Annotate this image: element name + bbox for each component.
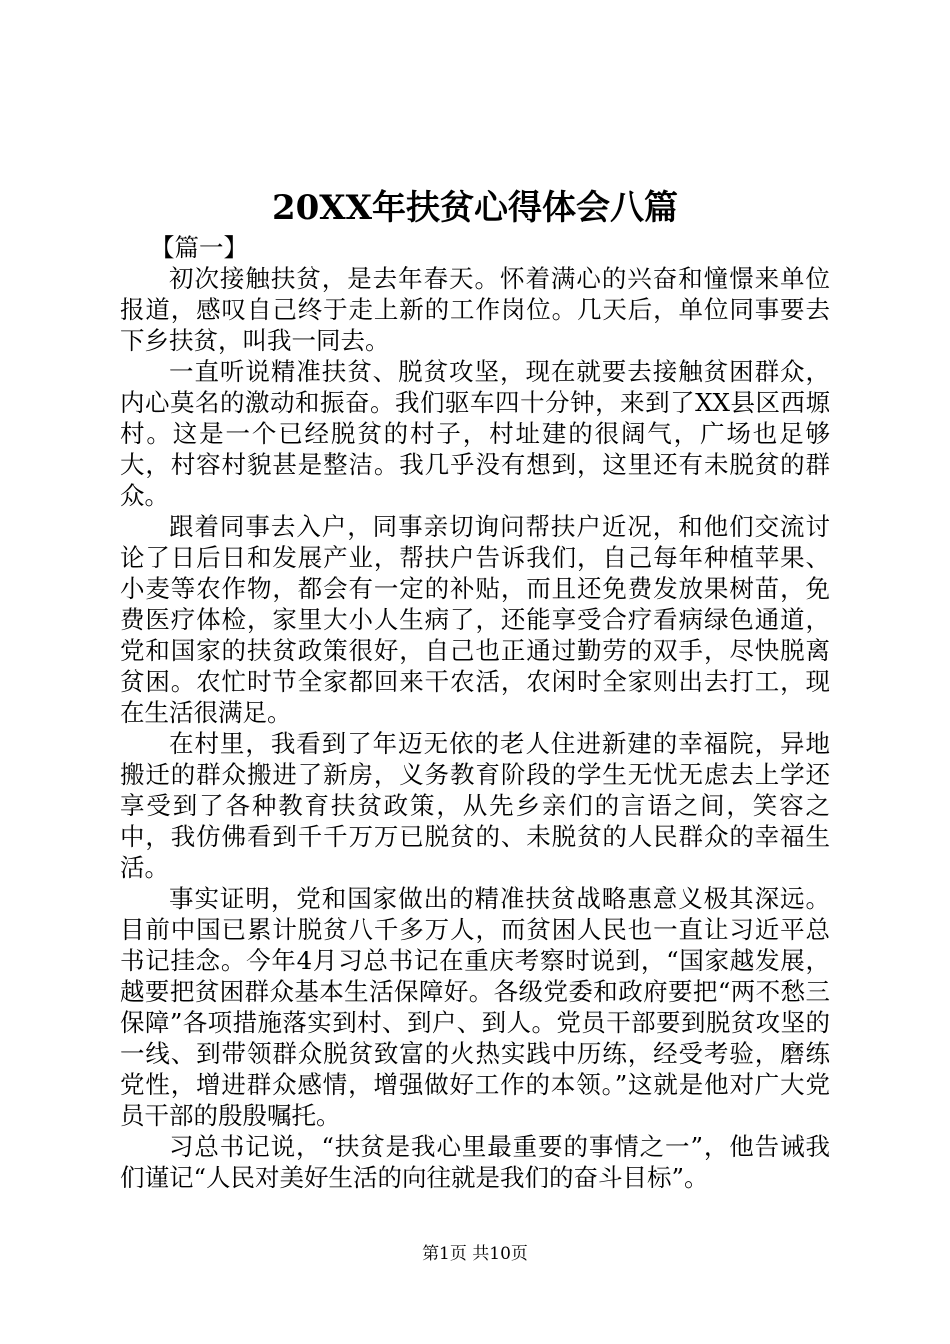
paragraph-3: 跟着同事去入户，同事亲切询问帮扶户近况，和他们交流讨论了日后日和发展产业，帮扶户告诉我们，自己每年种植苹果、小麦等农作物，都会有一定的补贴，而且还免费发放果树苗，免费医疗体检，家里大小人生病了，还能享受合疗看病绿色通道，党和国家的扶贫政策很好，自己也正通过勤劳的双手，尽快脱离贫困。农忙时节全家都回来干农活，农闲时全家则出去打工，现在生活很满足。 bbox=[120, 512, 830, 727]
paragraph-2: 一直听说精准扶贫、脱贫攻坚，现在就要去接触贫困群众，内心莫名的激动和振奋。我们驱车四十分钟，来到了XX县区西塬村。这是一个已经脱贫的村子，村址建的很阔气，广场也足够大，村容村貌甚是整洁。我几乎没有想到，这里还有未脱贫的群众。 bbox=[120, 357, 830, 510]
document-body bbox=[120, 232, 830, 1193]
document-title: 20XX年扶贫心得体会八篇 bbox=[271, 188, 679, 228]
paragraph-6: 习总书记说，“扶贫是我心里最重要的事情之一”，他告诫我们谨记“人民对美好生活的向往就是我们的奋斗目标”。 bbox=[120, 1132, 830, 1192]
paragraph-4: 在村里，我看到了年迈无依的老人住进新建的幸福院，异地搬迁的群众搬进了新房，义务教育阶段的学生无忧无虑去上学还享受到了各种教育扶贫政策，从先乡亲们的言语之间，笑容之中，我仿佛看到千千万万已脱贫的、未脱贫的人民群众的幸福生活。 bbox=[120, 729, 830, 882]
page-number-footer: 第1页 共10页 bbox=[422, 1244, 528, 1264]
paragraph-5: 事实证明，党和国家做出的精准扶贫战略惠意义极其深远。目前中国已累计脱贫八千多万人，而贫困人民也一直让习近平总书记挂念。今年4月习总书记在重庆考察时说到，“国家越发展，越要把贫困群众基本生活保障好。各级党委和政府要把“两不愁三保障”各项措施落实到村、到户、到人。党员干部要到脱贫攻坚的一线、到带领群众脱贫致富的火热实践中历练，经受考验，磨练党性，增进群众感情，增强做好工作的本领。”这就是他对广大党员干部的殷殷嘱托。 bbox=[120, 884, 830, 1130]
paragraph-1: 初次接触扶贫，是去年春天。怀着满心的兴奋和憧憬来单位报道，感叹自己终于走上新的工作岗位。几天后，单位同事要去下乡扶贫，叫我一同去。 bbox=[120, 264, 830, 355]
section-label: 【篇一】 bbox=[150, 233, 248, 262]
